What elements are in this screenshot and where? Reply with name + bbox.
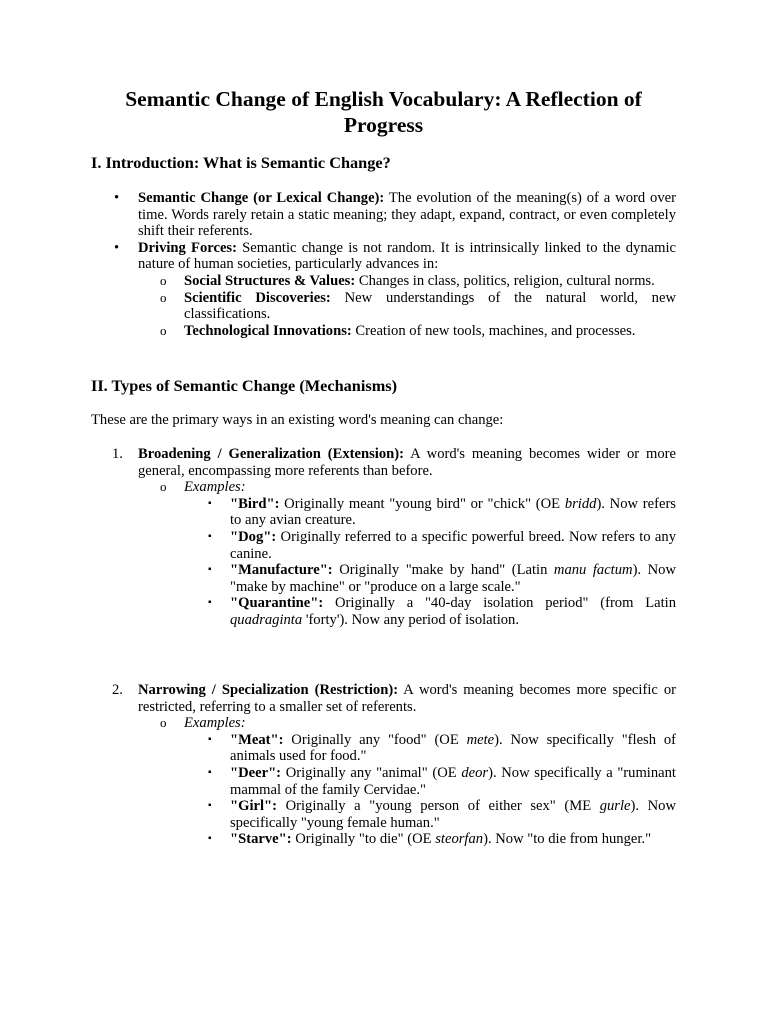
square-marker: ▪ bbox=[208, 564, 212, 576]
definition: Changes in class, politics, religion, cultural norms. bbox=[355, 272, 655, 289]
list-item bbox=[91, 323, 676, 340]
example-text: ). Now specifically "young female human." bbox=[230, 798, 676, 831]
term: Technological Innovations: bbox=[184, 322, 352, 339]
list-item bbox=[91, 446, 676, 629]
list-item bbox=[91, 479, 676, 628]
example-text: 'forty'). Now any period of isolation. bbox=[302, 611, 519, 628]
example-word: "Dog": bbox=[230, 528, 277, 545]
example-word: "Girl": bbox=[230, 798, 278, 815]
examples-label: Examples: bbox=[184, 715, 246, 732]
number-marker: 2. bbox=[112, 682, 123, 698]
sub-list bbox=[91, 715, 676, 848]
section-heading-types: II. Types of Semantic Change (Mechanisms) bbox=[91, 376, 398, 395]
list-item bbox=[91, 240, 676, 340]
definition: New understandings of the natural world, new classifications. bbox=[184, 289, 676, 323]
example-item bbox=[91, 595, 676, 628]
example-etymon: steorfan bbox=[435, 831, 484, 848]
term: Driving Forces: bbox=[138, 239, 237, 256]
example-text: ). Now refers to any avian creature. bbox=[230, 495, 676, 529]
example-etymon: manu factum bbox=[553, 562, 633, 579]
example-word: "Bird": bbox=[230, 495, 280, 512]
circle-marker: o bbox=[160, 289, 167, 305]
example-text: Originally any "animal" (OE bbox=[281, 764, 462, 781]
list-item bbox=[91, 290, 676, 323]
example-word: "Deer": bbox=[230, 764, 282, 781]
square-marker: ▪ bbox=[208, 497, 212, 509]
example-item bbox=[91, 529, 676, 562]
square-marker: ▪ bbox=[208, 597, 212, 609]
example-text: Originally meant "young bird" or "chick" (OE bbox=[279, 495, 565, 512]
term: Broadening / Generalization (Extension): bbox=[138, 446, 404, 462]
term: Scientific Discoveries: bbox=[184, 289, 331, 306]
example-text: Originally a "40-day isolation period" (from Latin bbox=[323, 595, 676, 612]
bullet-marker: • bbox=[114, 239, 120, 256]
term: Narrowing / Specialization (Restriction): bbox=[138, 682, 399, 698]
circle-marker: o bbox=[160, 479, 167, 495]
definition: Creation of new tools, machines, and processes. bbox=[351, 322, 636, 339]
circle-marker: o bbox=[160, 272, 167, 288]
bullet-marker: • bbox=[114, 190, 120, 206]
definition: Semantic change is not random. It is intrinsically linked to the dynamic nature of human societies, particularly advances in: bbox=[138, 239, 676, 273]
examples-list bbox=[91, 732, 676, 848]
square-marker: ▪ bbox=[208, 833, 212, 845]
example-etymon: quadraginta bbox=[230, 611, 303, 628]
document-title: Semantic Change of English Vocabulary: A Reflection of Progress bbox=[125, 87, 642, 137]
examples-label: Examples: bbox=[184, 479, 246, 496]
example-text: Originally any "food" (OE bbox=[283, 731, 467, 748]
example-word: "Starve": bbox=[230, 831, 292, 848]
example-etymon: mete bbox=[466, 731, 495, 748]
example-word: "Manufacture": bbox=[230, 562, 333, 579]
number-marker: 1. bbox=[112, 446, 123, 462]
example-text: Originally referred to a specific powerful breed. Now refers to any canine. bbox=[230, 528, 676, 562]
term: Semantic Change (or Lexical Change): bbox=[138, 190, 385, 206]
square-marker: ▪ bbox=[208, 530, 212, 542]
introduction-list bbox=[91, 190, 676, 339]
square-marker: ▪ bbox=[208, 766, 212, 778]
square-marker: ▪ bbox=[208, 800, 212, 812]
type-list-narrowing bbox=[91, 682, 676, 848]
example-text: ). Now "to die from hunger." bbox=[483, 831, 652, 848]
circle-marker: o bbox=[160, 715, 167, 731]
list-item bbox=[91, 273, 676, 290]
definition: A word's meaning becomes more specific or restricted, referring to a smaller set of referents. bbox=[138, 682, 676, 715]
example-word: "Meat": bbox=[230, 731, 284, 748]
example-item bbox=[91, 562, 676, 595]
example-text: ). Now specifically "flesh of animals used for food." bbox=[230, 731, 676, 765]
definition: The evolution of the meaning(s) of a word over time. Words rarely retain a static meaning; they adapt, expand, contract, or even completely shift their referents. bbox=[138, 190, 676, 240]
sub-list bbox=[91, 273, 676, 339]
term: Social Structures & Values: bbox=[184, 272, 356, 289]
example-item bbox=[91, 831, 676, 848]
examples-list bbox=[91, 496, 676, 629]
list-item bbox=[91, 715, 676, 848]
example-item bbox=[91, 765, 676, 798]
list-item bbox=[91, 682, 676, 848]
example-text: Originally "make by hand" (Latin bbox=[332, 562, 554, 579]
example-word: "Quarantine": bbox=[230, 595, 324, 612]
example-item bbox=[91, 732, 676, 765]
example-item bbox=[91, 496, 676, 529]
type-list-broadening bbox=[91, 446, 676, 629]
example-text: Originally a "young person of either sex" (ME bbox=[277, 798, 600, 815]
example-text: ). Now specifically a "ruminant mammal of the family Cervidae." bbox=[230, 764, 676, 798]
sub-list bbox=[91, 479, 676, 628]
section-intro: These are the primary ways in an existing word's meaning can change: bbox=[91, 412, 504, 428]
example-item bbox=[91, 798, 676, 831]
example-text: Originally "to die" (OE bbox=[291, 831, 436, 848]
list-item bbox=[91, 190, 676, 240]
example-etymon: bridd bbox=[564, 495, 597, 512]
definition: A word's meaning becomes wider or more general, encompassing more referents than before. bbox=[138, 446, 676, 479]
example-etymon: deor bbox=[461, 764, 489, 781]
circle-marker: o bbox=[160, 322, 167, 338]
example-text: ). Now "make by machine" or "produce on a large scale." bbox=[230, 562, 676, 595]
square-marker: ▪ bbox=[208, 733, 212, 745]
example-etymon: gurle bbox=[599, 798, 631, 815]
section-heading-introduction: I. Introduction: What is Semantic Change? bbox=[91, 153, 391, 172]
